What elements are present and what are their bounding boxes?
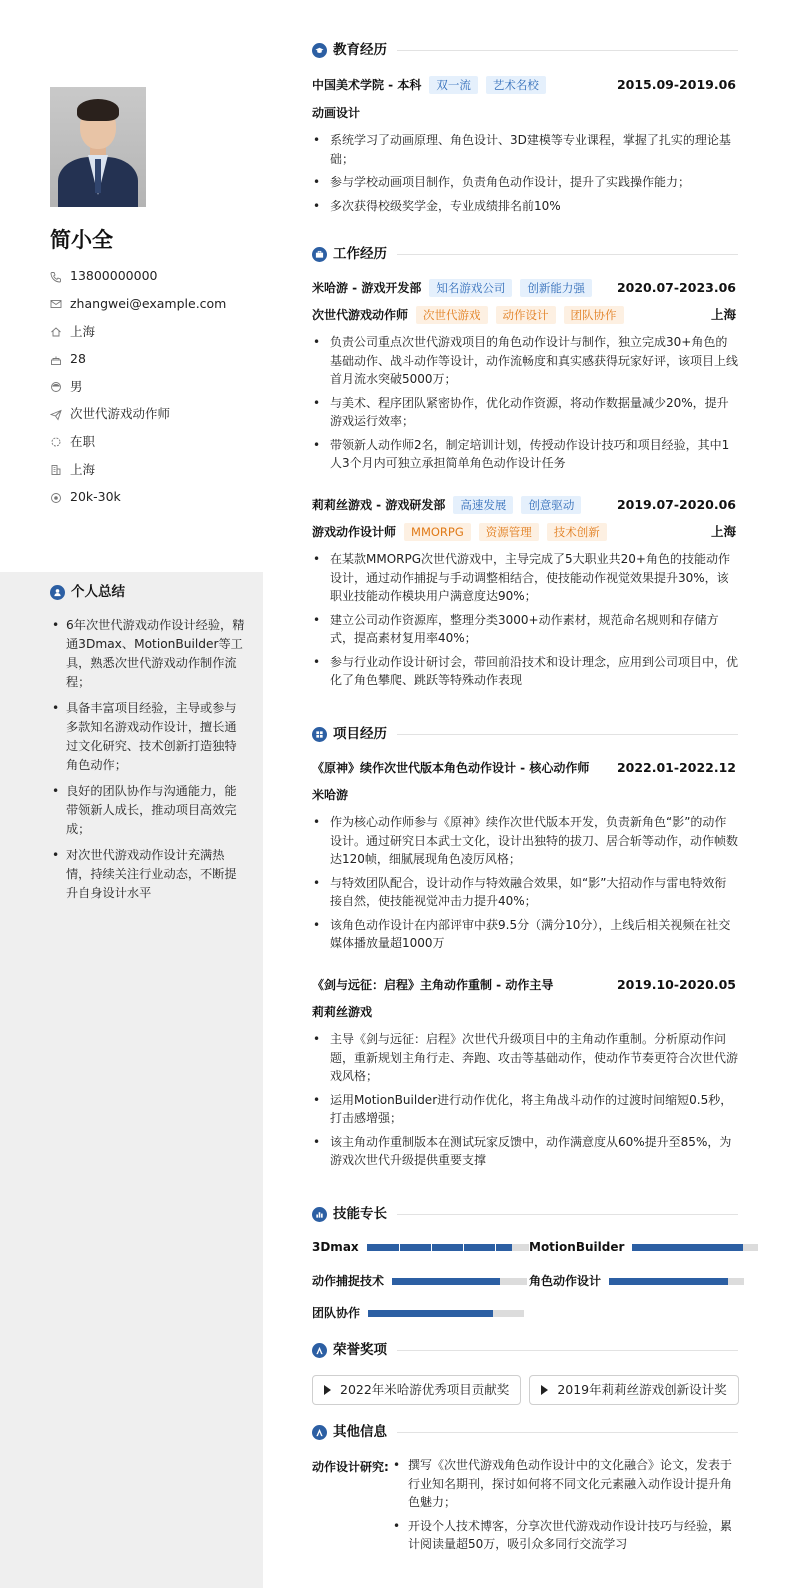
tag: 技术创新 <box>547 523 607 541</box>
project-company: 莉莉丝游戏 <box>312 1005 373 1019</box>
tag: 次世代游戏 <box>416 306 488 324</box>
list-item: • 运用MotionBuilder进行动作优化，将主角战斗动作的过渡时间缩短0.5秒，打击感增强； <box>312 1091 738 1128</box>
divider <box>397 1214 738 1215</box>
info-gender <box>50 373 250 401</box>
list-item: • 多次获得校级奖学金，专业成绩排名前10% <box>312 197 738 216</box>
list-item: • 作为核心动作师参与《原神》续作次世代版本开发，负责新角色“影”的动作设计。通过研究日本武士文化，设计出独特的拔刀、居合斩等动作，动作帧数达120帧，细腻展现角色凌厉风格； <box>312 813 738 869</box>
date-range: 2020.07-2023.06 <box>616 280 736 295</box>
city: 上海 <box>710 524 736 539</box>
projects-title: 项目经历 <box>333 726 387 742</box>
info-value: 13800000000 <box>70 268 158 284</box>
project-company: 米哈游 <box>312 788 349 802</box>
projects-heading <box>312 724 738 744</box>
summary-item: • 6年次世代游戏动作设计经验，精通3Dmax、MotionBuilder等工具，熟悉次世代游戏动作制作流程； <box>50 616 245 692</box>
info-value: zhangwei@example.com <box>70 296 227 312</box>
school-name: 中国美术学院 - 本科 <box>312 78 422 93</box>
skill-name: 3Dmax <box>312 1240 359 1254</box>
home-icon <box>50 326 62 338</box>
info-value: 在职 <box>70 433 96 449</box>
skill-item <box>312 1272 527 1290</box>
skill-name: 动作捕捉技术 <box>312 1274 385 1288</box>
education-title: 教育经历 <box>333 42 387 58</box>
tag: 团队协作 <box>564 306 624 324</box>
info-phone <box>50 263 250 291</box>
other-heading <box>312 1422 738 1442</box>
company-name: 莉莉丝游戏 - 游戏研发部 <box>312 498 446 513</box>
tag: 创新能力强 <box>520 279 592 297</box>
skill-item <box>312 1304 524 1322</box>
other-label: 动作设计研究: <box>312 1460 389 1474</box>
mail-icon <box>50 298 62 310</box>
summary-heading <box>50 582 125 602</box>
briefcase-icon <box>312 247 327 262</box>
list-item: • 该主角动作重制版本在测试玩家反馈中，动作满意度从60%提升至85%，为游戏次世代升级提供重要支撑 <box>312 1133 738 1170</box>
education-bullets <box>312 131 738 220</box>
date-range: 2019.10-2020.05 <box>616 977 736 992</box>
list-item: • 该角色动作设计在内部评审中获9.5分（满分10分），上线后相关视频在社交媒体播放量超1000万 <box>312 916 738 953</box>
job-company-row <box>312 496 736 515</box>
project-row <box>312 976 736 995</box>
info-salary <box>50 484 250 512</box>
divider <box>397 734 738 735</box>
skill-fill <box>609 1278 728 1285</box>
gender-icon <box>50 381 62 393</box>
summary-title: 个人总结 <box>71 584 125 600</box>
tag: 创意驱动 <box>521 496 581 514</box>
tag: MMORPG <box>404 523 471 541</box>
summary-item: • 良好的团队协作与沟通能力，能带领新人成长，推动项目高效完成； <box>50 782 245 839</box>
skill-bar <box>392 1278 527 1285</box>
project-company-row <box>312 1003 736 1021</box>
skills-title: 技能专长 <box>333 1206 387 1222</box>
city: 上海 <box>710 307 736 322</box>
awards-list <box>312 1375 747 1405</box>
project-name: 《原神》续作次世代版本角色动作设计 - 核心动作师 <box>312 761 590 776</box>
project-name: 《剑与远征：启程》主角动作重制 - 动作主导 <box>312 978 554 993</box>
divider <box>397 50 738 51</box>
award-item <box>529 1375 738 1405</box>
tag: 知名游戏公司 <box>429 279 512 297</box>
major: 动画设计 <box>312 106 361 120</box>
profile-photo <box>50 87 146 207</box>
list-item: • 与特效团队配合，设计动作与特效融合效果，如“影”大招动作与雷电特效衔接自然，使技能视觉冲击力提升40%； <box>312 874 738 911</box>
skill-bar <box>632 1244 758 1251</box>
skills-heading <box>312 1204 738 1224</box>
project-company-row <box>312 786 736 804</box>
info-location <box>50 456 250 484</box>
info-city <box>50 318 250 346</box>
info-email <box>50 291 250 319</box>
bar-chart-icon <box>312 1207 327 1222</box>
education-heading <box>312 40 738 60</box>
list-item: • 建立公司动作资源库，整理分类3000+动作素材，规范命名规则和存储方式，提高素材复用率40%； <box>312 611 738 648</box>
salary-icon <box>50 492 62 504</box>
info-age <box>50 346 250 374</box>
divider <box>397 1350 738 1351</box>
play-icon <box>324 1385 331 1395</box>
divider <box>397 1432 738 1433</box>
tag: 双一流 <box>429 76 478 94</box>
list-item: • 带领新人动作师2名，制定培训计划，传授动作设计技巧和项目经验，其中1人3个月内可独立承担简单角色动作设计任务 <box>312 436 738 473</box>
info-value: 上海 <box>70 461 96 477</box>
job-bullets <box>312 550 738 695</box>
tag: 艺术名校 <box>486 76 546 94</box>
other-title: 其他信息 <box>333 1424 387 1440</box>
skill-name: 角色动作设计 <box>529 1274 602 1288</box>
status-icon <box>50 436 62 448</box>
award-name: 2022年米哈游优秀项目贡献奖 <box>340 1381 510 1397</box>
contact-info-list <box>50 263 250 511</box>
skill-bar <box>368 1310 524 1317</box>
skill-name: 团队协作 <box>312 1306 361 1320</box>
skill-fill <box>392 1278 500 1285</box>
date-range: 2015.09-2019.06 <box>616 77 736 92</box>
info-value: 28 <box>70 351 86 367</box>
info-status <box>50 429 250 457</box>
phone-icon <box>50 271 62 283</box>
project-bullets <box>312 1030 738 1175</box>
info-value: 上海 <box>70 323 96 339</box>
summary-item: • 对次世代游戏动作设计充满热情，持续关注行业动态，不断提升自身设计水平 <box>50 846 245 903</box>
info-value: 20k-30k <box>70 489 121 505</box>
info-position <box>50 401 250 429</box>
skill-bar <box>367 1244 529 1251</box>
skill-fill <box>367 1244 513 1251</box>
company-name: 米哈游 - 游戏开发部 <box>312 281 422 296</box>
education-row <box>312 76 736 95</box>
list-item: • 主导《剑与远征：启程》次世代升级项目中的主角动作重制。分析原动作问题，重新规划主角行走、奔跑、攻击等基础动作，使动作节奏更符合次世代游戏风格； <box>312 1030 738 1086</box>
summary-list <box>50 616 245 910</box>
job-role-row <box>312 523 736 542</box>
building-icon <box>50 464 62 476</box>
date-range: 2022.01-2022.12 <box>616 760 736 775</box>
info-value: 次世代游戏动作师 <box>70 406 171 422</box>
skill-name: MotionBuilder <box>529 1240 625 1254</box>
skill-fill <box>632 1244 743 1251</box>
job-role-row <box>312 306 736 325</box>
award-item <box>312 1375 521 1405</box>
skill-item <box>529 1272 744 1290</box>
list-item: • 开设个人技术博客，分享次世代游戏动作设计技巧与经验，累计阅读量超50万，吸引众多同行交流学习 <box>390 1517 738 1554</box>
role-name: 次世代游戏动作师 <box>312 308 409 323</box>
divider <box>397 254 738 255</box>
list-item: • 系统学习了动画原理、角色设计、3D建模等专业课程，掌握了扎实的理论基础； <box>312 131 738 168</box>
awards-heading <box>312 1340 738 1360</box>
job-company-row <box>312 279 736 298</box>
list-item: • 负责公司重点次世代游戏项目的角色动作设计与制作，独立完成30+角色的基础动作、战斗动作等设计，动作流畅度和真实感获得玩家好评，该项目上线首月流水突破5000万； <box>312 333 738 389</box>
date-range: 2019.07-2020.06 <box>616 497 736 512</box>
send-icon <box>50 409 62 421</box>
list-item: • 撰写《次世代游戏角色动作设计中的文化融合》论文，发表于行业知名期刊，探讨如何将不同文化元素融入动作设计提升角色魅力； <box>390 1456 738 1512</box>
award-name: 2019年莉莉丝游戏创新设计奖 <box>557 1381 727 1397</box>
info-value: 男 <box>70 378 83 394</box>
project-row <box>312 759 736 778</box>
job-bullets <box>312 333 738 478</box>
age-icon <box>50 354 62 366</box>
project-bullets <box>312 813 738 958</box>
tag: 高速发展 <box>453 496 513 514</box>
list-item: • 在某款MMORPG次世代游戏中，主导完成了5大职业共20+角色的技能动作设计，通过动作捕捉与手动调整相结合，使技能动作视觉效果提升30%，该职业技能动作模块用户满意度达90%； <box>312 550 738 606</box>
tag: 资源管理 <box>479 523 539 541</box>
award-icon <box>312 1343 327 1358</box>
skill-fill <box>368 1310 493 1317</box>
user-icon <box>50 585 65 600</box>
skill-bar <box>609 1278 744 1285</box>
major-row <box>312 104 736 122</box>
tag: 动作设计 <box>496 306 556 324</box>
summary-item: • 具备丰富项目经验，主导或参与多款知名游戏动作设计，擅长通过文化研究、技术创新打造独特角色动作； <box>50 699 245 775</box>
grid-icon <box>312 727 327 742</box>
awards-title: 荣誉奖项 <box>333 1342 387 1358</box>
skill-item <box>312 1238 529 1256</box>
other-list <box>390 1456 738 1559</box>
list-item: • 参与行业动作设计研讨会，带回前沿技术和设计理念，应用到公司项目中，优化了角色攀爬、跳跃等特殊动作表现 <box>312 653 738 690</box>
list-item: • 参与学校动画项目制作，负责角色动作设计，提升了实践操作能力； <box>312 173 738 192</box>
work-title: 工作经历 <box>333 246 387 262</box>
role-name: 游戏动作设计师 <box>312 525 397 540</box>
skill-item <box>529 1238 758 1256</box>
play-icon <box>541 1385 548 1395</box>
work-heading <box>312 244 738 264</box>
candidate-name: 简小全 <box>50 228 113 252</box>
list-item: • 与美术、程序团队紧密协作，优化动作资源，将动作数据量减少20%，提升游戏运行效率； <box>312 394 738 431</box>
info-icon <box>312 1425 327 1440</box>
graduation-cap-icon <box>312 43 327 58</box>
